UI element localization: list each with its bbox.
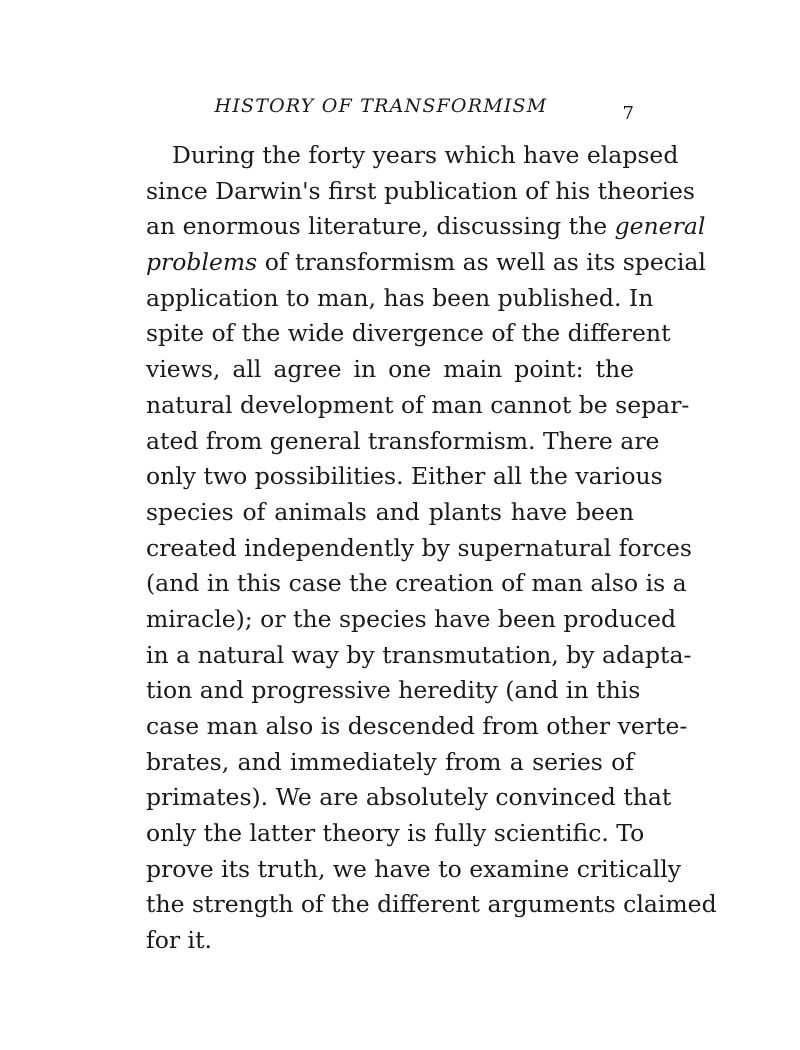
italic-word: general [614, 212, 706, 241]
text-line: only two possibilities. Either all the various [146, 462, 663, 491]
text-line: created independently by supernatural forces [146, 533, 692, 562]
running-title: HISTORY OF TRANSFORMISM [214, 95, 548, 117]
text-line: the strength of the different arguments claimed [146, 890, 717, 919]
text-line: During the forty years which have elapsed [172, 141, 679, 169]
text-line: prove its truth, we have to examine critically [146, 854, 682, 883]
text-line: views, all agree in one main point: the [146, 355, 634, 384]
running-head [146, 95, 634, 125]
text-line: application to man, has been published. In [146, 283, 654, 312]
text-line: case man also is descended from other verte- [146, 712, 688, 740]
text-line [146, 209, 706, 245]
text-segment: an enormous literature, discussing the [146, 212, 608, 241]
body-paragraph [146, 138, 717, 959]
page-number: 7 [622, 103, 634, 124]
text-line: only the latter theory is fully scientific. To [146, 819, 645, 848]
text-line: miracle); or the species have been produced [146, 604, 677, 633]
text-line: (and in this case the creation of man also is a [146, 569, 687, 598]
text-line: ated from general transformism. There are [146, 426, 660, 455]
text-line: natural development of man cannot be separ- [146, 390, 690, 419]
text-line: species of animals and plants have been [146, 497, 634, 526]
text-line: spite of the wide divergence of the different [146, 319, 671, 348]
text-segment: of transformism as well as its special [264, 248, 706, 277]
text-line: primates). We are absolutely convinced that [146, 783, 672, 812]
text-line [146, 245, 706, 281]
text-line: tion and progressive heredity (and in this [146, 676, 641, 705]
text-line: since Darwin's first publication of his theories [146, 176, 695, 205]
italic-word: problems [146, 248, 258, 277]
text-line: brates, and immediately from a series of [146, 747, 634, 776]
text-line: in a natural way by transmutation, by adapta- [146, 640, 692, 669]
text-line: for it. [146, 926, 212, 955]
